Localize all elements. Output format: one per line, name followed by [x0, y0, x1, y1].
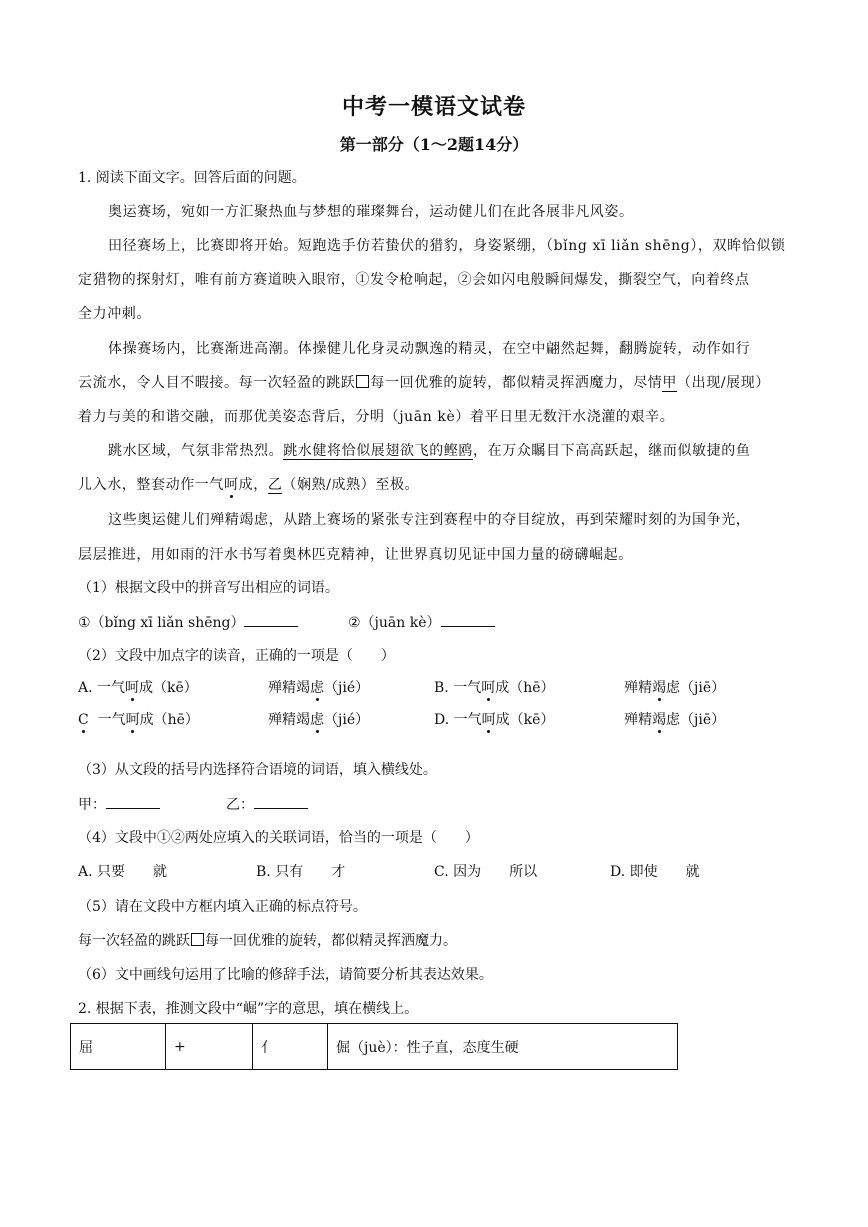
option-c-part-2: 殚精竭虑（jié） — [268, 712, 370, 728]
section-subtitle: 第一部分（1～2题14分） — [339, 135, 529, 154]
subquestion-3-jia: 甲： — [78, 794, 160, 815]
passage-paragraph-5-line-2: 层层推进，用如雨的汗水书写着奥林匹克精神，让世界真切见证中国力量的磅礴崛起。 — [78, 547, 633, 563]
option-4-a: A. 只要 就 — [78, 864, 168, 880]
punctuation-box[interactable] — [356, 375, 369, 388]
dotted-character: 呵 — [224, 477, 239, 493]
passage-paragraph-2-line-1: 田径赛场上，比赛即将开始。短跑选手仿若蛰伏的猎豹，身姿紧绷，（bǐng xī liǎn shēng），双眸恰似锁 — [108, 238, 786, 254]
table-cell: + — [166, 1024, 253, 1070]
punctuation-box-copy[interactable] — [191, 933, 204, 946]
underlined-metaphor-sentence: 跳水健将恰似展翅欲飞的鲣鸥 — [283, 443, 474, 459]
passage-paragraph-1: 奥运赛场，宛如一方汇聚热血与梦想的璀璨舞台，运动健儿们在此各展非凡风姿。 — [108, 204, 634, 220]
option-d-part-2: 殚精竭虑（jiē） — [624, 712, 726, 728]
subquestion-4-label: （4）文段中①②两处应填入的关联词语，恰当的一项是（ ） — [78, 830, 479, 846]
passage-paragraph-4-line-2: 儿入水，整套动作一气呵成，乙（娴熟/成熟）至极。 — [78, 477, 420, 493]
answer-blank-jia[interactable] — [106, 794, 160, 809]
blank-yi: 乙 — [267, 477, 283, 493]
subquestion-5-label: （5）请在文段中方框内填入正确的标点符号。 — [78, 899, 367, 915]
subquestion-5-sentence: 每一次轻盈的跳跃 每一回优雅的旋转，都似精灵挥洒魔力。 — [78, 933, 457, 949]
subquestion-3-yi: 乙： — [226, 794, 308, 815]
blank-jia: 甲 — [662, 375, 678, 391]
subquestion-1-label: （1）根据文段中的拼音写出相应的词语。 — [78, 580, 339, 596]
passage-paragraph-3-line-1: 体操赛场内，比赛渐进高潮。体操健儿化身灵动飘逸的精灵，在空中翩然起舞，翻腾旋转，动作如行 — [108, 341, 751, 357]
option-4-b: B. 只有 才 — [256, 864, 346, 880]
subquestion-1-item-b: ②（juān kè） — [348, 612, 495, 633]
option-c-part-1: C 一气呵成（hē） — [78, 712, 199, 728]
passage-paragraph-3-line-2: 云流水，令人目不暇接。每一次轻盈的跳跃 每一回优雅的旋转，都似精灵挥洒魔力，尽情甲（出现/展现） — [78, 375, 770, 391]
option-a-part-1: A. 一气呵成（kē） — [78, 680, 198, 696]
question-2-label: 2. 根据下表，推测文段中“崛”字的意思，填在横线上。 — [78, 1001, 419, 1017]
answer-blank-2[interactable] — [441, 612, 495, 627]
table-cell: 倔（juè）：性子直，态度生硬 — [328, 1024, 678, 1070]
question-1-intro: 1. 阅读下面文字。回答后面的问题。 — [78, 170, 306, 186]
passage-paragraph-2-line-3: 全力冲刺。 — [78, 306, 151, 322]
table-cell: 亻 — [253, 1024, 328, 1070]
passage-paragraph-5-line-1: 这些奥运健儿们殚精竭虑，从踏上赛场的紧张专注到赛程中的夺目绽放，再到荣耀时刻的为国争光， — [108, 512, 751, 528]
table-row — [71, 1024, 678, 1070]
passage-paragraph-2-line-2: 定猎物的探射灯，唯有前方赛道映入眼帘，①发令枪响起，②会如闪电般瞬间爆发，撕裂空气，向着终点 — [78, 272, 750, 288]
option-4-d: D. 即使 就 — [610, 864, 700, 880]
subquestion-1-item-a: ①（bǐng xī liǎn shēng） — [78, 612, 298, 633]
character-table — [70, 1023, 678, 1070]
option-b-part-2: 殚精竭虑（jiē） — [624, 680, 726, 696]
subquestion-2-label: （2）文段中加点字的读音，正确的一项是（ ） — [78, 648, 395, 664]
answer-blank-1[interactable] — [244, 612, 298, 627]
answer-blank-yi[interactable] — [254, 794, 308, 809]
subquestion-6-label: （6）文中画线句运用了比喻的修辞手法，请简要分析其表达效果。 — [78, 967, 493, 983]
subquestion-3-label: （3）从文段的括号内选择符合语境的词语，填入横线处。 — [78, 762, 437, 778]
option-d-part-1: D. 一气呵成（kē） — [434, 712, 555, 728]
passage-paragraph-4-line-1: 跳水区域，气氛非常热烈。跳水健将恰似展翅欲飞的鲣鸥，在万众瞩目下高高跃起，继而似敏捷的鱼 — [108, 443, 751, 459]
table-cell: 屈 — [71, 1024, 166, 1070]
blank-marker-1: ① — [355, 272, 371, 288]
option-a-part-2: 殚精竭虑（jié） — [268, 680, 370, 696]
option-4-c: C. 因为 所以 — [434, 864, 538, 880]
blank-marker-2: ② — [457, 272, 473, 288]
page-title: 中考一模语文试卷 — [341, 94, 526, 120]
option-b-part-1: B. 一气呵成（hē） — [434, 680, 555, 696]
passage-paragraph-3-line-3: 着力与美的和谐交融，而那优美姿态背后，分明（juān kè）着平日里无数汗水浇灌的艰辛。 — [78, 409, 675, 425]
